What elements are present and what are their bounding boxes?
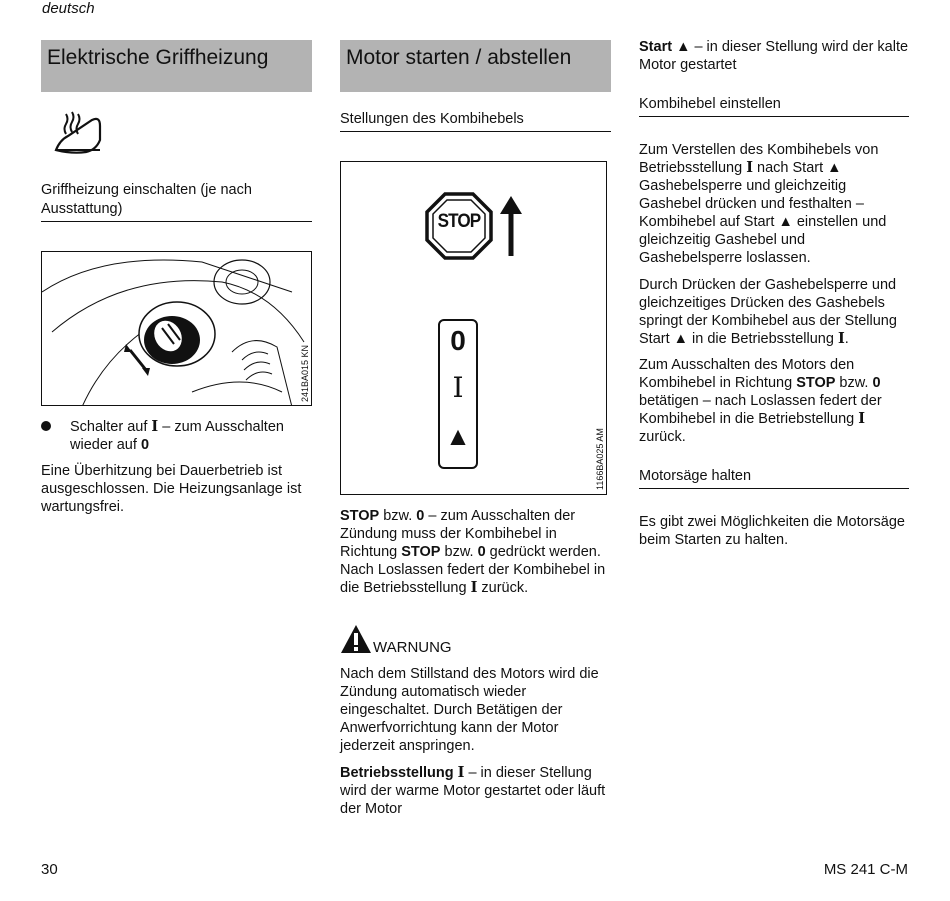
warning-label: WARNUNG: [373, 639, 452, 656]
paragraph-gashebelsperre: Durch Drücken der Gashebelsperre und gleichzeitiges Drücken des Gashebels springt der Kombihebel aus der Stellung Start ▲ in die Betriebsstellung I.: [639, 277, 897, 347]
section-title-griffheizung: [41, 40, 312, 92]
position-stop-glyph: 0: [450, 325, 466, 356]
subheading-kombihebel-einstellen: Kombihebel einstellen: [639, 95, 909, 117]
paragraph-betriebsstellung: Betriebsstellung I – in dieser Stellung wird der warme Motor gestartet oder läuft der Motor: [340, 764, 606, 817]
lever-position-panel: [438, 319, 478, 469]
figure-code-label: 1166BA025 AM: [595, 428, 605, 490]
figure-kombihebel-positions: [340, 161, 607, 495]
section-title-text: Motor starten / abstellen: [346, 46, 572, 69]
bullet-dot: [41, 421, 51, 431]
section-title-motor-starten: [340, 40, 611, 92]
subheading-motorsaege-halten: Motorsäge halten: [639, 467, 909, 489]
paragraph-warning: Nach dem Stillstand des Motors wird die Zündung automatisch wieder eingeschaltet. Durch Betätigen der Anwerfvorrichtung kann der Motor jederzeit anspringen.: [340, 666, 599, 754]
paragraph-verstellen: Zum Verstellen des Kombihebels von Betriebsstellung I nach Start ▲ Gashebelsperre und gleichzeitig Gashebel drücken und festhalten – Kombihebel auf Start ▲ einstellen und gleichzeitig Gashebel und Gashebelsperre loslassen.: [639, 142, 887, 266]
position-start-glyph: ▲: [445, 421, 471, 451]
language-label: deutsch: [42, 0, 95, 17]
stop-sign-label: STOP: [437, 211, 481, 232]
heated-handle-icon: [52, 106, 104, 158]
figure-heated-handle-switch: [41, 251, 312, 406]
warning-triangle-icon: [340, 624, 372, 654]
section-title-text: Elektrische Griffheizung: [47, 46, 269, 69]
paragraph-halten: Es gibt zwei Möglichkeiten die Motorsäge beim Starten zu halten.: [639, 514, 905, 548]
model-name: MS 241 C-M: [823, 861, 908, 878]
paragraph-stop-position: STOP bzw. 0 – zum Ausschalten der Zündung muss der Kombihebel in Richtung STOP bzw. 0 gedrückt werden. Nach Loslassen federt der Kombihebel in die Betriebsstellung I zurück.: [340, 508, 606, 596]
figure-code-label: 241BA015 KN: [300, 344, 310, 402]
subheading-griffheizung: Griffheizung einschalten (je nach Ausstattung): [41, 181, 312, 222]
paragraph-ausschalten: Zum Ausschalten des Motors den Kombihebel in Richtung STOP bzw. 0 betätigen – nach Loslassen federt der Kombihebel in die Betriebstellung I zurück.: [639, 357, 882, 445]
page-number: 30: [41, 861, 58, 878]
position-run-glyph: I: [452, 371, 464, 404]
paragraph-start-position: Start ▲ – in dieser Stellung wird der kalte Motor gestartet: [639, 39, 909, 73]
subheading-kombihebel: Stellungen des Kombihebels: [340, 110, 611, 132]
paragraph-overheat: Eine Überhitzung bei Dauerbetrieb ist ausgeschlossen. Die Heizungsanlage ist wartungsfrei.: [41, 463, 302, 515]
warning-header: [340, 624, 611, 656]
bullet-item-switch: Schalter auf I – zum Ausschalten wieder auf 0: [41, 418, 312, 454]
